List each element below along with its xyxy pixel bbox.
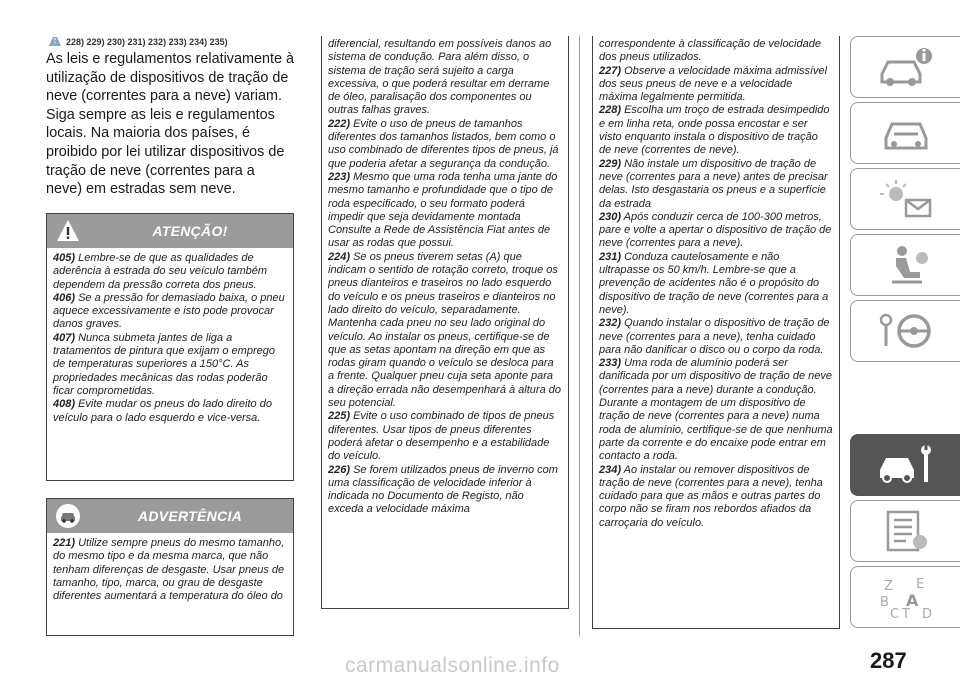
car-wrench-icon [876,442,936,488]
car-caution-icon [55,503,81,529]
note-item [599,464,833,530]
advert-box [46,498,294,636]
note-item [599,211,833,251]
continued-text: correspondente à classificação de velocidade dos pneus utilizados. [599,38,821,64]
tab-technical-data[interactable] [850,500,960,562]
note-text: Lembre-se de que as qualidades de aderência à estrada do seu veículo também dependem da pressão correta dos pneus. [53,252,268,291]
note-number: 227) [599,64,622,77]
tab-emergency[interactable] [850,434,960,496]
svg-text:Z: Z [883,579,893,594]
warning-box [46,213,294,481]
note-text: Evite mudar os pneus do lado direito do veículo para o lado esquerdo e vice-versa. [53,398,272,424]
note-number: 226) [328,463,351,476]
note-number: 222) [328,117,351,130]
svg-text:D: D [921,607,932,620]
tab-safety[interactable] [850,234,960,296]
note-text: Ao instalar ou remover dispositivos de tração de neve (correntes para a neve), tenha cuidado para que as mãos e outras partes do corpo não se firam nos rebordos afiados da carroçaria do veículo. [599,463,823,529]
svg-text:E: E [915,577,924,592]
note-text: Se forem utilizados pneus de inverno com uma classificação de velocidade inferior à indicada no Documento de Registo, não exceda a velocidade máxima [328,463,558,516]
note-item [53,252,287,292]
note-number: 221) [53,537,76,549]
advert-box-header [47,499,293,533]
note-number: 228) [599,104,622,117]
note-number: 223) [328,170,351,183]
tab-dashboard[interactable] [850,102,960,164]
note-number: 233) [599,357,622,370]
note-number: 224) [328,250,351,263]
note-item [53,332,287,398]
reference-notes [48,36,228,47]
note-item [599,251,833,317]
column-divider [579,36,580,636]
note-number: 406) [53,291,76,304]
note-item [599,357,833,463]
note-item [599,65,833,105]
note-item [328,118,562,171]
svg-text:T: T [901,607,910,620]
svg-text:A: A [905,591,918,610]
note-item [53,292,287,332]
note-text: Após conduzir cerca de 100-300 metros, pare e volte a apertar o dispositivo de tração de neve (correntes para a neve). [599,210,832,250]
intro-paragraph: As leis e regulamentos relativamente à utilização de dispositivos de tração de neve (correntes para a neve) variam. Siga sempre as leis e regulamentos locais. Na maioria dos países, é proibido por lei utilizar dispositivos de tração de neve (correntes para a neve) em estradas sem neve. [46,51,294,198]
note-number: 232) [599,317,622,330]
note-item [328,410,562,463]
advert-items [47,533,293,607]
note-text: Nunca submeta jantes de liga a tratamentos de pintura que exijam o emprego de temperaturas superiores a 150°C. As propriedades mecânicas das rodas poderão ficar comprometidas. [53,331,275,397]
note-number: 231) [599,250,622,263]
reference-numbers: 228) 229) 230) 231) 232) 233) 234) 235) [66,36,228,47]
warning-box-header [47,214,293,248]
tab-car-info[interactable] [850,36,960,98]
car-info-icon [876,44,936,90]
svg-text:B: B [879,595,889,610]
note-item [599,317,833,357]
note-text: Evite o uso de pneus de tamanhos diferentes dos tamanhos listados, bem como o uso combinado de diferentes tipos de pneus, já que poderia afetar a segurança da condução. [328,117,559,170]
note-text: Observe a velocidade máxima admissível dos seus pneus de neve e a velocidade máxima legalmente permitida. [599,64,828,104]
continued-text: diferencial, resultando em possíveis danos ao sistema de condução. Para além disso, o sistema de tração será sujeito a carga excessiva, o que poderá resultar em derrame de óleo, paralisação dos componentes ou outras falhas graves. [328,38,552,117]
note-item [53,398,287,425]
seat-airbag-icon [876,242,936,288]
note-number: 407) [53,331,76,344]
warning-icon [55,218,81,244]
lights-mail-icon [876,176,936,222]
note-number: 234) [599,463,622,476]
note-text: Evite o uso combinado de tipos de pneus diferentes. Usar tipos de pneus diferentes poderá afetar o desempenho e a estabilidade do veículo. [328,410,555,463]
tab-starting[interactable] [850,300,960,362]
note-text: Se a pressão for demasiado baixa, o pneu aquece excessivamente e isto pode provocar danos graves. [53,291,285,331]
note-item [328,251,562,411]
warning-title: ATENÇÃO! [152,223,228,239]
note-item [599,104,833,157]
note-text: Não instale um dispositivo de tração de neve (correntes para a neve) antes de precisar delas. Isto desgastaria os pneus e a superfície da estrada [599,157,828,210]
note-text: Conduza cautelosamente e não ultrapasse os 50 km/h. Lembre-se que a prevenção de acidentes não é o propósito do dispositivo de tração de neve (correntes para a neve). [599,250,829,316]
note-text: Quando instalar o dispositivo de tração de neve (correntes para a neve), tenha cuidado para não danificar o disco ou o corpo da roda. [599,317,830,356]
note-text: Se os pneus tiverem setas (A) que indicam o sentido de rotação correto, troque os pneus dianteiros e traseiros no lado esquerdo do veículo e os pneus traseiros e dianteiros no lado direito do veículo, separadamente. Mantenha cada pneu no seu lado original do veículo. Ao instalar os pneus, certifique-se de que as setas apontam na direção em que as rodas giram quando o veículo se desloca para a frente. Qualquer pneu cuja seta aponte para a direção errada não desempenhará à altura do seu potencial. [328,250,561,410]
index-letters-icon [876,574,936,620]
note-number: 229) [599,157,622,170]
warning-items [47,248,293,429]
note-number: 405) [53,252,76,264]
key-steering-icon [876,308,936,354]
note-text: Uma roda de alumínio poderá ser danificada por um dispositivo de tração de neve (correntes para a neve) durante a condução. Durante a montagem de um dispositivo de tração de neve (correntes para a neve) numa roda de alumínio, certifique-se de que nenhuma parte da corrente e do encaixe pode entrar em contacto a roda. [599,357,833,463]
note-number: 408) [53,398,76,411]
note-item [599,158,833,211]
advert-title: ADVERTÊNCIA [137,508,243,524]
tab-lights[interactable] [850,168,960,230]
note-number: 225) [328,410,351,423]
note-text: Escolha um troço de estrada desimpedido e em linha reta, onde possa encostar e ser visto enquanto instala o dispositivo de tração de neve (correntes de neve). [599,104,830,157]
tab-index[interactable] [850,566,960,628]
note-number: 230) [599,210,622,223]
note-item [328,464,562,517]
watermark: carmanualsonline.info [345,654,560,677]
note-item [328,171,562,251]
dashboard-car-icon [876,110,936,156]
note-item [53,537,287,603]
road-icon [48,36,62,47]
note-text: Mesmo que uma roda tenha uma jante do mesmo tamanho e profundidade que o tipo de roda especificado, o seu formato poderá impedir que seja devidamente montada Consulte a Rede de Assistência Fiat antes de usar as rodas que possui. [328,170,558,250]
list-document-icon [876,508,936,554]
svg-text:C: C [889,607,899,620]
middle-column [321,36,569,609]
right-column [592,36,840,629]
note-text: Utilize sempre pneus do mesmo tamanho, do mesmo tipo e da mesma marca, que não tenham diferenças de desgaste. Usar pneus de tamanho, tipo, marca, ou grau de desgaste diferentes aumentará a temperatura do óleo do [53,537,285,603]
page-number: 287 [870,648,907,673]
left-column [46,50,294,199]
